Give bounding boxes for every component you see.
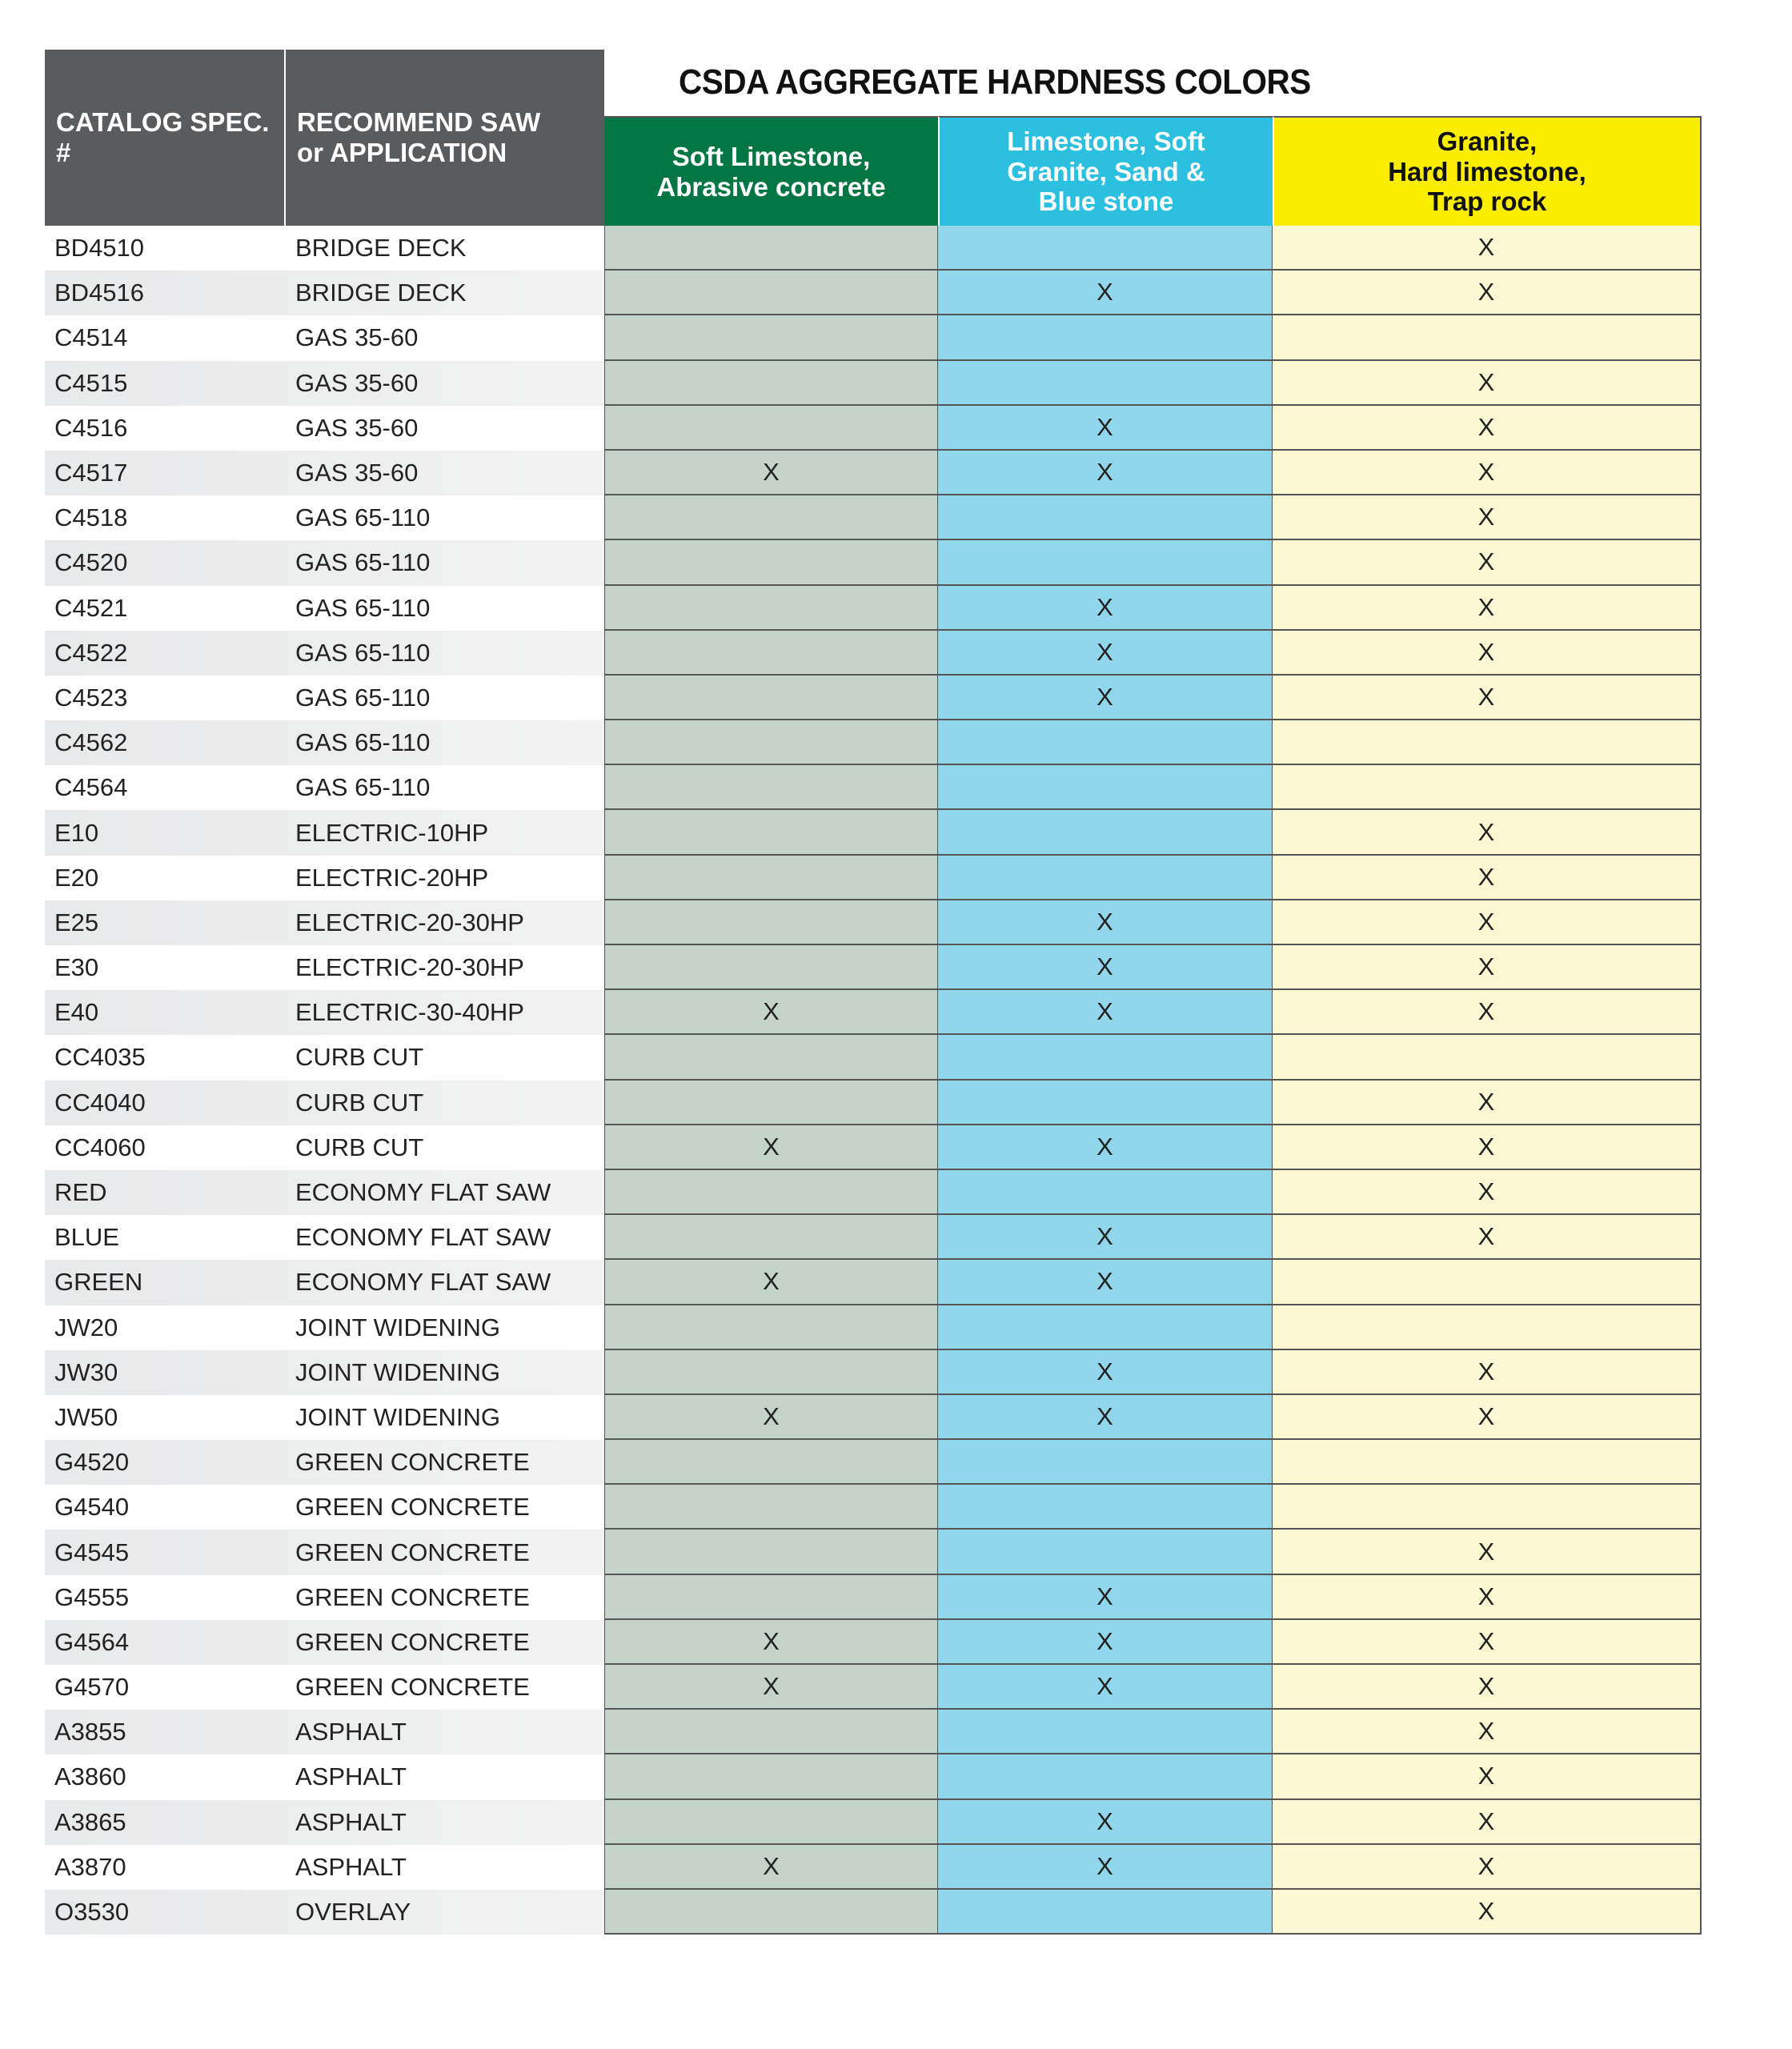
application-cell: BRIDGE DECK: [286, 271, 604, 315]
catalog-spec-cell: E30: [54, 953, 99, 982]
hardness-mark-cell: X: [604, 1125, 938, 1170]
table-row: [45, 1440, 1702, 1485]
application-cell: JOINT WIDENING: [295, 1402, 501, 1431]
hardness-mark-cell: [604, 720, 938, 765]
catalog-spec-cell: JW50: [54, 1402, 118, 1431]
hardness-mark-cell: X: [1273, 1845, 1702, 1890]
table-row: [45, 856, 1702, 900]
catalog-spec-cell: C4521: [54, 593, 128, 622]
catalog-spec-cell: A3855: [45, 1710, 286, 1754]
header-col2-line: Blue stone: [1038, 186, 1174, 217]
hardness-mark-cell: [938, 1081, 1273, 1125]
hardness-mark-cell: [604, 1530, 938, 1574]
application-cell: GAS 65-110: [286, 540, 604, 585]
hardness-mark-cell: [604, 361, 938, 406]
hardness-mark-cell: X: [1273, 990, 1702, 1035]
hardness-mark-cell: X: [938, 406, 1273, 451]
application-cell: OVERLAY: [286, 1890, 604, 1935]
header-recommend-line2: or APPLICATION: [297, 138, 507, 167]
hardness-mark-cell: X: [1273, 226, 1702, 271]
application-cell: ELECTRIC-20HP: [295, 863, 489, 892]
application-cell: ELECTRIC-20-30HP: [295, 953, 524, 982]
hardness-mark-cell: [938, 495, 1273, 540]
hardness-mark-cell: [604, 810, 938, 855]
hardness-mark-cell: [604, 406, 938, 451]
application-cell: ECONOMY FLAT SAW: [286, 1260, 604, 1305]
catalog-spec-cell: E40: [45, 990, 286, 1035]
application-cell: GREEN CONCRETE: [295, 1493, 530, 1522]
hardness-mark-cell: X: [938, 451, 1273, 495]
catalog-spec-cell: G4564: [45, 1620, 286, 1665]
hardness-mark-cell: [604, 1710, 938, 1754]
hardness-mark-cell: X: [938, 1800, 1273, 1845]
hardness-mark-cell: X: [1273, 676, 1702, 720]
hardness-mark-cell: [938, 1035, 1273, 1080]
header-col3-line: Trap rock: [1427, 186, 1547, 217]
hardness-mark-cell: X: [938, 1575, 1273, 1620]
hardness-mark-cell: [938, 1305, 1273, 1350]
application-cell: JOINT WIDENING: [286, 1350, 604, 1395]
hardness-mark-cell: X: [938, 1395, 1273, 1440]
catalog-spec-cell: C4523: [54, 683, 128, 712]
catalog-spec-cell: C4564: [54, 773, 128, 802]
catalog-spec-cell: C4520: [45, 540, 286, 585]
hardness-mark-cell: X: [938, 631, 1273, 676]
table-row: [45, 1800, 1702, 1845]
catalog-spec-cell: JW20: [54, 1313, 118, 1341]
table-row: [45, 1170, 1702, 1215]
catalog-spec-cell: JW30: [45, 1350, 286, 1395]
application-cell: GAS 35-60: [295, 413, 419, 442]
hardness-mark-cell: X: [1273, 1665, 1702, 1710]
header-col1-line: Abrasive concrete: [656, 171, 886, 202]
header-col1-line: Soft Limestone,: [671, 141, 871, 171]
hardness-mark-cell: X: [1273, 1530, 1702, 1574]
table-row: [45, 676, 1702, 720]
catalog-spec-cell: A3865: [45, 1800, 286, 1845]
hardness-mark-cell: [604, 1081, 938, 1125]
hardness-mark-cell: [938, 315, 1273, 360]
hardness-mark-cell: [1273, 720, 1702, 765]
hardness-mark-cell: [604, 945, 938, 990]
table-row: [45, 540, 1702, 585]
table-row: [45, 1485, 1702, 1530]
table-row: [45, 720, 1702, 765]
table-row: [45, 1081, 1702, 1125]
catalog-spec-cell: C4522: [45, 631, 286, 676]
hardness-mark-cell: [938, 720, 1273, 765]
hardness-mark-cell: [604, 1890, 938, 1935]
hardness-mark-cell: X: [1273, 945, 1702, 990]
table-row: [45, 1845, 1702, 1890]
hardness-mark-cell: [938, 361, 1273, 406]
header-granite: [1273, 116, 1702, 226]
hardness-mark-cell: [938, 1530, 1273, 1574]
hardness-mark-cell: X: [1273, 1215, 1702, 1260]
hardness-mark-cell: [604, 540, 938, 585]
application-cell: GAS 35-60: [286, 361, 604, 406]
table-row: [45, 586, 1702, 631]
catalog-spec-cell: CC4040: [45, 1081, 286, 1125]
catalog-spec-cell: GREEN: [45, 1260, 286, 1305]
table-row: [45, 1710, 1702, 1754]
table-row: [45, 945, 1702, 990]
application-cell: CURB CUT: [286, 1081, 604, 1125]
catalog-spec-cell: C4517: [45, 451, 286, 495]
application-cell: ELECTRIC-20-30HP: [286, 900, 604, 945]
application-cell: GAS 35-60: [295, 323, 419, 352]
table-row: [45, 900, 1702, 945]
table-row: [45, 1575, 1702, 1620]
table-row: [45, 1215, 1702, 1260]
header-col2-line: Limestone, Soft: [1007, 126, 1205, 156]
hardness-mark-cell: [604, 856, 938, 900]
application-cell: ASPHALT: [295, 1762, 407, 1791]
header-col3-line: Hard limestone,: [1388, 156, 1586, 186]
application-cell: GAS 65-110: [286, 720, 604, 765]
header-limestone-soft-granite: [938, 116, 1273, 226]
hardness-mark-cell: X: [1273, 900, 1702, 945]
application-cell: BRIDGE DECK: [295, 234, 467, 263]
hardness-mark-cell: X: [938, 990, 1273, 1035]
hardness-mark-cell: X: [938, 1350, 1273, 1395]
table-row: [45, 226, 1702, 271]
hardness-mark-cell: [938, 1754, 1273, 1799]
hardness-mark-cell: [604, 1035, 938, 1080]
catalog-spec-cell: C4516: [54, 413, 128, 442]
table-row: [45, 1395, 1702, 1440]
hardness-mark-cell: X: [1273, 810, 1702, 855]
application-cell: ECONOMY FLAT SAW: [286, 1170, 604, 1215]
application-cell: GAS 65-110: [295, 773, 431, 802]
table-row: [45, 631, 1702, 676]
hardness-mark-cell: X: [938, 1260, 1273, 1305]
hardness-mark-cell: [938, 1890, 1273, 1935]
hardness-mark-cell: X: [604, 990, 938, 1035]
hardness-mark-cell: X: [604, 1665, 938, 1710]
hardness-mark-cell: [604, 676, 938, 720]
hardness-mark-cell: [604, 1215, 938, 1260]
application-cell: GREEN CONCRETE: [295, 1673, 530, 1702]
catalog-spec-cell: RED: [45, 1170, 286, 1215]
hardness-mark-cell: [938, 1710, 1273, 1754]
application-cell: ELECTRIC-30-40HP: [286, 990, 604, 1035]
hardness-mark-cell: [938, 1170, 1273, 1215]
table-row: [45, 1754, 1702, 1799]
catalog-spec-cell: C4562: [45, 720, 286, 765]
hardness-mark-cell: [1273, 1485, 1702, 1530]
table-row: [45, 810, 1702, 855]
table-row: [45, 271, 1702, 315]
application-cell: GAS 65-110: [295, 683, 431, 712]
hardness-mark-cell: X: [1273, 495, 1702, 540]
hardness-mark-cell: [1273, 1440, 1702, 1485]
hardness-mark-cell: X: [938, 1845, 1273, 1890]
hardness-mark-cell: X: [1273, 1800, 1702, 1845]
hardness-mark-cell: X: [604, 1620, 938, 1665]
hardness-mark-cell: X: [604, 1845, 938, 1890]
hardness-mark-cell: X: [604, 451, 938, 495]
hardness-mark-cell: [604, 271, 938, 315]
header-recommend-saw: [286, 50, 604, 226]
application-cell: JOINT WIDENING: [295, 1313, 501, 1341]
application-cell: GREEN CONCRETE: [286, 1620, 604, 1665]
hardness-mark-cell: X: [1273, 1125, 1702, 1170]
catalog-spec-cell: E20: [54, 863, 99, 892]
application-cell: ELECTRIC-10HP: [286, 810, 604, 855]
hardness-mark-cell: [1273, 1305, 1702, 1350]
application-cell: GAS 35-60: [286, 451, 604, 495]
table-row: [45, 1305, 1702, 1350]
hardness-mark-cell: X: [938, 586, 1273, 631]
table-row: [45, 1890, 1702, 1935]
catalog-spec-cell: CC4060: [54, 1133, 146, 1161]
application-cell: ASPHALT: [286, 1710, 604, 1754]
application-cell: GAS 65-110: [295, 593, 431, 622]
header-col2-line: Granite, Sand &: [1007, 156, 1205, 186]
hardness-mark-cell: X: [1273, 1395, 1702, 1440]
catalog-spec-cell: E25: [45, 900, 286, 945]
hardness-mark-cell: X: [604, 1260, 938, 1305]
table-row: [45, 1530, 1702, 1574]
application-cell: GAS 65-110: [286, 631, 604, 676]
hardness-mark-cell: X: [1273, 856, 1702, 900]
hardness-mark-cell: [604, 1754, 938, 1799]
catalog-spec-cell: BD4516: [45, 271, 286, 315]
hardness-mark-cell: [938, 540, 1273, 585]
hardness-mark-cell: [604, 586, 938, 631]
hardness-mark-cell: [1273, 765, 1702, 810]
table-row: [45, 1665, 1702, 1710]
page-title: CSDA AGGREGATE HARDNESS COLORS: [679, 62, 1311, 102]
hardness-mark-cell: X: [1273, 451, 1702, 495]
catalog-spec-cell: G4520: [45, 1440, 286, 1485]
catalog-spec-cell: C4515: [45, 361, 286, 406]
hardness-mark-cell: [604, 1800, 938, 1845]
table-row: [45, 361, 1702, 406]
catalog-spec-cell: G4555: [54, 1582, 130, 1611]
hardness-mark-cell: [604, 315, 938, 360]
table-row: [45, 1350, 1702, 1395]
hardness-mark-cell: X: [1273, 1890, 1702, 1935]
hardness-mark-cell: [604, 631, 938, 676]
table-row: [45, 1125, 1702, 1170]
table-row: [45, 1260, 1702, 1305]
table-row: [45, 451, 1702, 495]
table-row: [45, 990, 1702, 1035]
hardness-mark-cell: X: [1273, 1170, 1702, 1215]
table-row: [45, 1620, 1702, 1665]
hardness-mark-cell: [604, 226, 938, 271]
hardness-mark-cell: [604, 495, 938, 540]
table-row: [45, 1035, 1702, 1080]
hardness-mark-cell: [604, 1575, 938, 1620]
catalog-spec-cell: C4514: [54, 323, 128, 352]
application-cell: GAS 65-110: [295, 503, 431, 532]
application-cell: ASPHALT: [286, 1800, 604, 1845]
application-cell: GREEN CONCRETE: [295, 1582, 530, 1611]
hardness-mark-cell: X: [1273, 586, 1702, 631]
hardness-mark-cell: X: [1273, 1710, 1702, 1754]
table-row: [45, 765, 1702, 810]
application-cell: CURB CUT: [295, 1133, 424, 1161]
catalog-spec-cell: O3530: [45, 1890, 286, 1935]
application-cell: ASPHALT: [295, 1852, 407, 1881]
hardness-mark-cell: X: [1273, 271, 1702, 315]
table-row: [45, 315, 1702, 360]
hardness-mark-cell: X: [938, 945, 1273, 990]
hardness-mark-cell: X: [938, 1665, 1273, 1710]
hardness-mark-cell: X: [1273, 1575, 1702, 1620]
hardness-mark-cell: X: [938, 1215, 1273, 1260]
hardness-mark-cell: [604, 1305, 938, 1350]
hardness-mark-cell: [604, 1170, 938, 1215]
hardness-mark-cell: [604, 765, 938, 810]
table-body: [45, 226, 1702, 1935]
application-cell: GREEN CONCRETE: [286, 1530, 604, 1574]
hardness-mark-cell: [938, 810, 1273, 855]
catalog-spec-cell: A3870: [54, 1852, 126, 1881]
header-col3-line: Granite,: [1437, 126, 1537, 156]
hardness-mark-cell: X: [604, 1395, 938, 1440]
hardness-mark-cell: X: [938, 900, 1273, 945]
hardness-mark-cell: [604, 900, 938, 945]
header-recommend-line1: RECOMMEND SAW: [297, 107, 541, 138]
catalog-spec-cell: BLUE: [54, 1223, 119, 1252]
table-row: [45, 406, 1702, 451]
hardness-mark-cell: X: [938, 676, 1273, 720]
hardness-mark-cell: X: [1273, 1350, 1702, 1395]
hardness-mark-cell: X: [1273, 1754, 1702, 1799]
header-catalog-spec: [45, 50, 284, 226]
hardness-mark-cell: [938, 765, 1273, 810]
hardness-mark-cell: X: [938, 271, 1273, 315]
application-cell: GREEN CONCRETE: [286, 1440, 604, 1485]
catalog-spec-cell: C4518: [54, 503, 128, 532]
header-soft-limestone: [604, 116, 938, 226]
hardness-mark-cell: [1273, 1260, 1702, 1305]
hardness-mark-cell: X: [1273, 540, 1702, 585]
hardness-mark-cell: X: [938, 1620, 1273, 1665]
catalog-spec-cell: BD4510: [54, 234, 145, 263]
hardness-mark-cell: [938, 226, 1273, 271]
hardness-mark-cell: X: [1273, 1081, 1702, 1125]
header-catalog-spec-label: CATALOG SPEC. #: [56, 107, 270, 167]
hardness-mark-cell: [604, 1440, 938, 1485]
hardness-mark-cell: [1273, 315, 1702, 360]
hardness-mark-cell: [938, 856, 1273, 900]
catalog-spec-cell: A3860: [54, 1762, 126, 1791]
hardness-mark-cell: X: [1273, 406, 1702, 451]
catalog-spec-cell: G4570: [54, 1673, 130, 1702]
hardness-mark-cell: X: [1273, 631, 1702, 676]
application-cell: ECONOMY FLAT SAW: [295, 1223, 551, 1252]
catalog-spec-cell: G4545: [45, 1530, 286, 1574]
hardness-mark-cell: [1273, 1035, 1702, 1080]
catalog-spec-cell: E10: [45, 810, 286, 855]
application-cell: CURB CUT: [295, 1043, 424, 1072]
catalog-spec-cell: G4540: [54, 1493, 130, 1522]
hardness-mark-cell: X: [938, 1125, 1273, 1170]
hardness-mark-cell: X: [1273, 1620, 1702, 1665]
catalog-spec-cell: CC4035: [54, 1043, 146, 1072]
table-row: [45, 495, 1702, 540]
hardness-mark-cell: [604, 1350, 938, 1395]
hardness-mark-cell: [938, 1440, 1273, 1485]
hardness-mark-cell: [938, 1485, 1273, 1530]
hardness-mark-cell: [604, 1485, 938, 1530]
hardness-mark-cell: X: [1273, 361, 1702, 406]
